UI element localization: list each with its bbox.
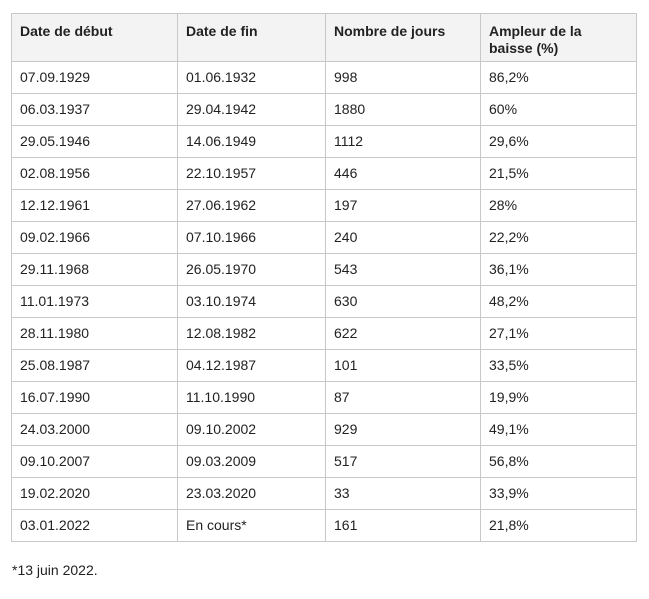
cell-start-date: 29.11.1968 [12,254,178,286]
cell-end-date: 11.10.1990 [178,382,326,414]
cell-end-date: 03.10.1974 [178,286,326,318]
header-end-date: Date de fin [178,14,326,62]
header-decline: Ampleur de la baisse (%) [481,14,637,62]
cell-end-date: En cours* [178,510,326,542]
cell-days: 630 [326,286,481,318]
cell-days: 543 [326,254,481,286]
cell-end-date: 14.06.1949 [178,126,326,158]
table-row [12,254,637,286]
cell-decline: 33,9% [481,478,637,510]
cell-start-date: 07.09.1929 [12,62,178,94]
cell-decline: 29,6% [481,126,637,158]
table-row [12,158,637,190]
cell-start-date: 09.02.1966 [12,222,178,254]
cell-days: 929 [326,414,481,446]
cell-decline: 49,1% [481,414,637,446]
table-row [12,414,637,446]
cell-start-date: 12.12.1961 [12,190,178,222]
cell-start-date: 09.10.2007 [12,446,178,478]
footnote: *13 juin 2022. [12,562,98,578]
cell-end-date: 12.08.1982 [178,318,326,350]
cell-decline: 22,2% [481,222,637,254]
cell-days: 998 [326,62,481,94]
cell-decline: 56,8% [481,446,637,478]
cell-end-date: 04.12.1987 [178,350,326,382]
cell-end-date: 23.03.2020 [178,478,326,510]
table-row [12,350,637,382]
cell-decline: 36,1% [481,254,637,286]
table-row [12,318,637,350]
cell-end-date: 29.04.1942 [178,94,326,126]
cell-decline: 19,9% [481,382,637,414]
cell-end-date: 26.05.1970 [178,254,326,286]
table-row [12,478,637,510]
table-row [12,126,637,158]
table-row [12,62,637,94]
cell-decline: 48,2% [481,286,637,318]
table-row [12,510,637,542]
cell-start-date: 02.08.1956 [12,158,178,190]
table-row [12,446,637,478]
cell-decline: 86,2% [481,62,637,94]
cell-start-date: 06.03.1937 [12,94,178,126]
cell-start-date: 19.02.2020 [12,478,178,510]
table-body [12,62,637,542]
cell-days: 33 [326,478,481,510]
cell-start-date: 28.11.1980 [12,318,178,350]
table-header-row [12,14,637,62]
cell-end-date: 01.06.1932 [178,62,326,94]
header-days: Nombre de jours [326,14,481,62]
cell-days: 517 [326,446,481,478]
cell-end-date: 27.06.1962 [178,190,326,222]
cell-decline: 60% [481,94,637,126]
cell-decline: 33,5% [481,350,637,382]
table-row [12,382,637,414]
cell-end-date: 07.10.1966 [178,222,326,254]
cell-days: 197 [326,190,481,222]
bear-market-table [11,13,637,542]
cell-end-date: 09.03.2009 [178,446,326,478]
cell-decline: 21,5% [481,158,637,190]
cell-decline: 27,1% [481,318,637,350]
cell-start-date: 11.01.1973 [12,286,178,318]
cell-days: 1112 [326,126,481,158]
cell-days: 446 [326,158,481,190]
cell-start-date: 24.03.2000 [12,414,178,446]
cell-end-date: 09.10.2002 [178,414,326,446]
table-row [12,222,637,254]
cell-start-date: 03.01.2022 [12,510,178,542]
cell-days: 240 [326,222,481,254]
cell-days: 1880 [326,94,481,126]
table-row [12,190,637,222]
cell-decline: 28% [481,190,637,222]
table-row [12,94,637,126]
table-row [12,286,637,318]
cell-start-date: 16.07.1990 [12,382,178,414]
cell-start-date: 29.05.1946 [12,126,178,158]
header-start-date: Date de début [12,14,178,62]
cell-end-date: 22.10.1957 [178,158,326,190]
cell-days: 101 [326,350,481,382]
cell-days: 161 [326,510,481,542]
cell-days: 622 [326,318,481,350]
cell-start-date: 25.08.1987 [12,350,178,382]
cell-decline: 21,8% [481,510,637,542]
cell-days: 87 [326,382,481,414]
